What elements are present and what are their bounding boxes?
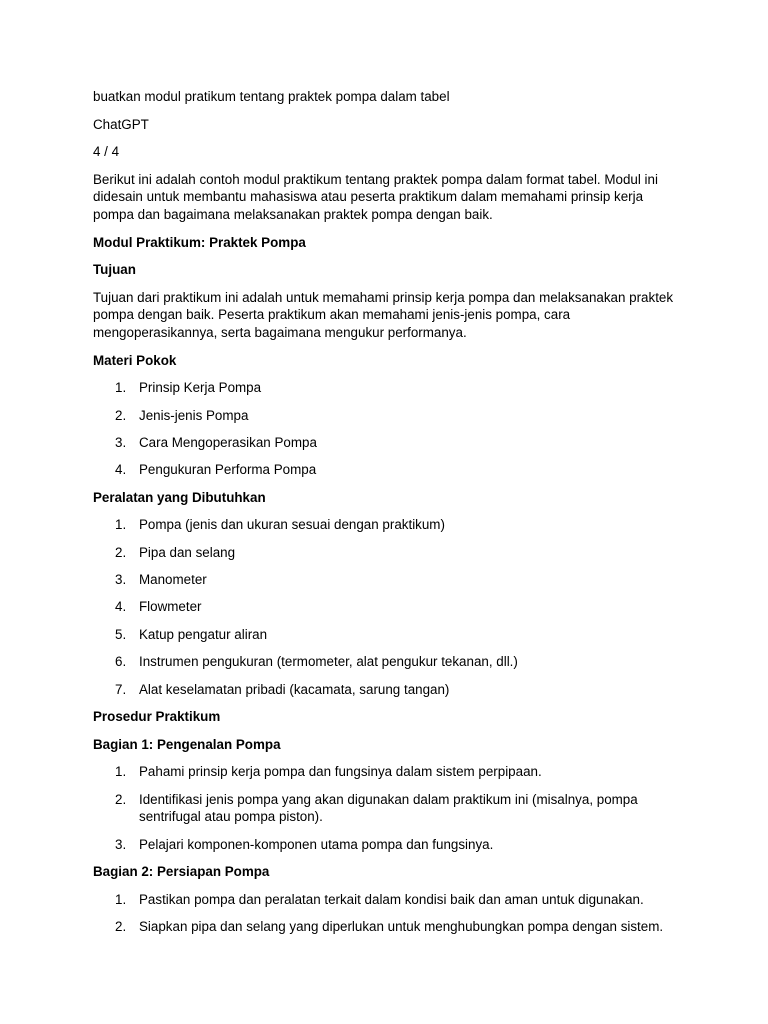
list-item-text: Pengukuran Performa Pompa (139, 462, 317, 478)
list-number: 6. (115, 654, 127, 670)
list-item-text: Identifikasi jenis pompa yang akan digunakan dalam praktikum ini (misalnya, pompa sentrifugal atau pompa piston). (139, 791, 638, 825)
list-item-text: Flowmeter (139, 599, 202, 615)
module-title: Modul Praktikum: Praktek Pompa (93, 234, 306, 250)
list-item-text: Manometer (139, 572, 207, 588)
list-item (93, 653, 683, 671)
list-item-text: Pahami prinsip kerja pompa dan fungsinya dalam sistem perpipaan. (139, 764, 542, 780)
list-item (93, 544, 683, 562)
list-item (93, 763, 683, 781)
list-item-text: Prinsip Kerja Pompa (139, 380, 262, 396)
list-item (93, 434, 683, 452)
list-number: 2. (115, 791, 127, 807)
list-item-text: Alat keselamatan pribadi (kacamata, sarung tangan) (139, 681, 450, 697)
list-number: 4. (115, 462, 127, 478)
list-number: 1. (115, 891, 127, 907)
list-item (93, 626, 683, 644)
list-item-text: Pastikan pompa dan peralatan terkait dalam kondisi baik dan aman untuk digunakan. (139, 891, 644, 907)
tujuan-paragraph: Tujuan dari praktikum ini adalah untuk memahami prinsip kerja pompa dan melaksanakan praktek pompa dengan baik. Peserta praktikum akan memahami jenis-jenis pompa, cara mengoperasikannya, serta bagaimana mengukur performanya. (93, 289, 674, 340)
list-item (93, 891, 683, 909)
author-label: ChatGPT (93, 116, 149, 132)
list-number: 2. (115, 544, 127, 560)
page-counter: 4 / 4 (93, 144, 120, 160)
bagian1-list (93, 763, 683, 853)
list-item (93, 836, 683, 854)
peralatan-list (93, 516, 683, 698)
list-item-text: Cara Mengoperasikan Pompa (139, 434, 317, 450)
list-item-text: Instrumen pengukuran (termometer, alat pengukur tekanan, dll.) (139, 654, 518, 670)
list-item-text: Pompa (jenis dan ukuran sesuai dengan praktikum) (139, 517, 445, 533)
intro-paragraph: Berikut ini adalah contoh modul praktikum tentang praktek pompa dalam format tabel. Modul ini didesain untuk membantu mahasiswa atau peserta praktikum dalam memahami prinsip kerja pompa dan bagaimana melaksanakan praktek pompa dengan baik. (93, 171, 658, 222)
document-page (93, 88, 683, 945)
list-item-text: Pelajari komponen-komponen utama pompa dan fungsinya. (139, 836, 494, 852)
materi-heading: Materi Pokok (93, 352, 177, 368)
list-item (93, 407, 683, 425)
bagian2-list (93, 891, 683, 936)
list-item (93, 379, 683, 397)
list-number: 1. (115, 764, 127, 780)
list-number: 1. (115, 380, 127, 396)
list-item (93, 791, 683, 826)
list-item (93, 516, 683, 534)
list-number: 3. (115, 434, 127, 450)
list-number: 5. (115, 626, 127, 642)
list-item (93, 918, 683, 936)
bagian1-heading: Bagian 1: Pengenalan Pompa (93, 736, 281, 752)
list-number: 3. (115, 836, 127, 852)
list-item-text: Pipa dan selang (139, 544, 236, 560)
list-number: 1. (115, 517, 127, 533)
list-number: 7. (115, 681, 127, 697)
list-item-text: Katup pengatur aliran (139, 626, 268, 642)
list-number: 4. (115, 599, 127, 615)
prosedur-heading: Prosedur Praktikum (93, 709, 221, 725)
list-item-text: Siapkan pipa dan selang yang diperlukan untuk menghubungkan pompa dengan sistem. (139, 918, 664, 934)
bagian2-heading: Bagian 2: Persiapan Pompa (93, 863, 270, 879)
prompt-text: buatkan modul pratikum tentang praktek pompa dalam tabel (93, 89, 450, 104)
list-item (93, 598, 683, 616)
list-item (93, 571, 683, 589)
list-item (93, 681, 683, 699)
list-number: 3. (115, 572, 127, 588)
list-item-text: Jenis-jenis Pompa (139, 407, 249, 423)
list-item (93, 461, 683, 479)
peralatan-heading: Peralatan yang Dibutuhkan (93, 489, 266, 505)
tujuan-heading: Tujuan (93, 262, 136, 278)
list-number: 2. (115, 407, 127, 423)
list-number: 2. (115, 918, 127, 934)
materi-list (93, 379, 683, 479)
